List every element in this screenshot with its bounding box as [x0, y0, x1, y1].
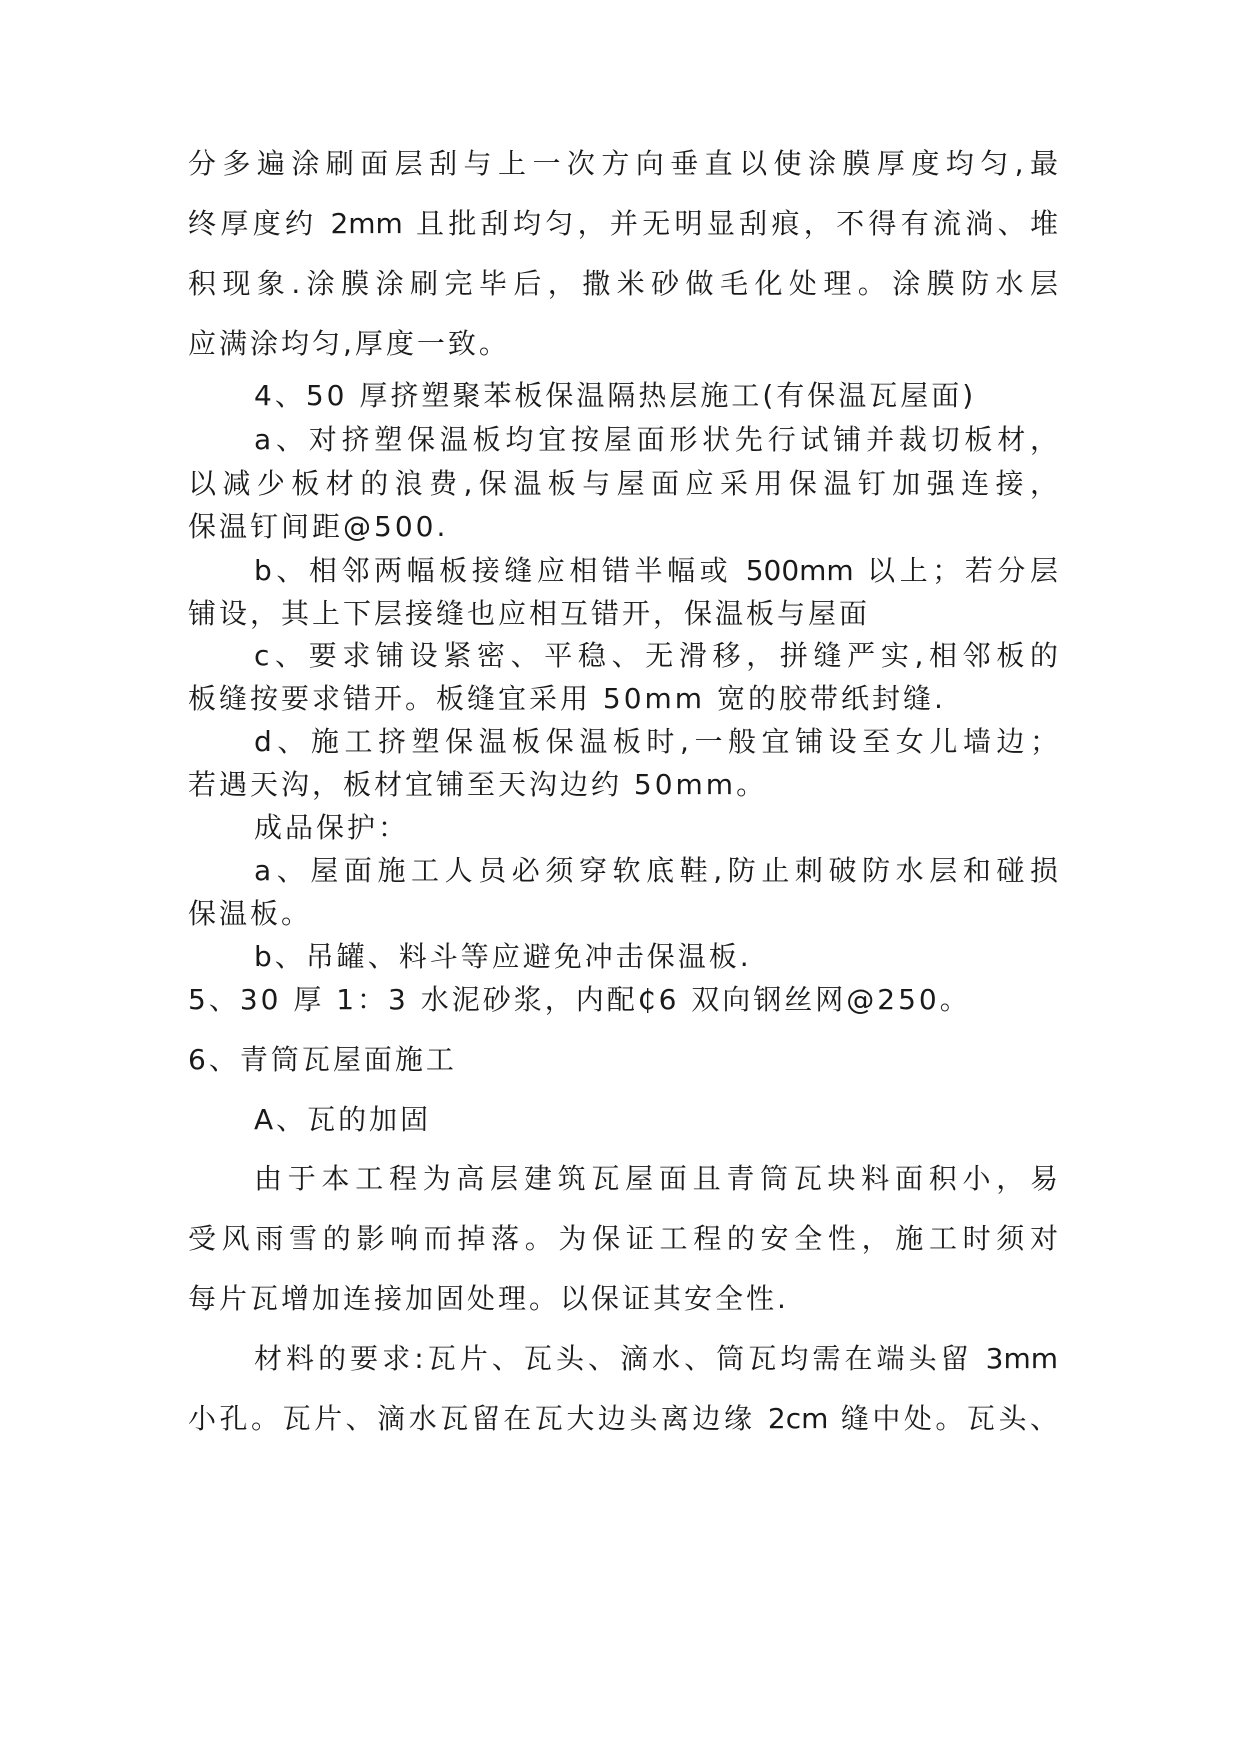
section-heading: 5、30 厚 1：3 水泥砂浆，内配₵6 双向钢丝网@250。 — [188, 983, 971, 1016]
text-line: a、屋面施工人员必须穿软底鞋,防止刺破防水层和碰损 — [254, 854, 1058, 887]
text-line: 材料的要求:瓦片、瓦头、滴水、筒瓦均需在端头留 3mm — [254, 1342, 1058, 1375]
section-heading: 成品保护： — [254, 811, 410, 844]
text-line: 每片瓦增加连接加固处理。以保证其安全性. — [188, 1282, 789, 1315]
text-line: b、相邻两幅板接缝应相错半幅或 500mm 以上；若分层 — [254, 554, 1058, 587]
text-line: 板缝按要求错开。板缝宜采用 50mm 宽的胶带纸封缝. — [188, 682, 946, 715]
text-line: 分多遍涂刷面层刮与上一次方向垂直以使涂膜厚度均匀,最 — [188, 147, 1058, 180]
section-heading: A、瓦的加固 — [254, 1103, 432, 1136]
text-line: 积现象.涂膜涂刷完毕后，撒米砂做毛化处理。涂膜防水层 — [188, 267, 1058, 300]
text-line: a、对挤塑保温板均宜按屋面形状先行试铺并裁切板材， — [254, 423, 1058, 456]
section-heading: 6、青筒瓦屋面施工 — [188, 1043, 457, 1076]
text-line: 受风雨雪的影响而掉落。为保证工程的安全性，施工时须对 — [188, 1222, 1058, 1255]
text-line: 以减少板材的浪费,保温板与屋面应采用保温钉加强连接， — [188, 467, 1058, 500]
text-line: b、吊罐、料斗等应避免冲击保温板. — [254, 940, 752, 973]
text-line: 保温钉间距@500. — [188, 510, 449, 543]
text-line: 保温板。 — [188, 897, 313, 930]
section-heading: 4、50 厚挤塑聚苯板保温隔热层施工(有保温瓦屋面) — [254, 379, 977, 412]
text-line: d、施工挤塑保温板保温板时,一般宜铺设至女儿墙边； — [254, 725, 1058, 758]
text-line: c、要求铺设紧密、平稳、无滑移，拼缝严实,相邻板的 — [254, 639, 1058, 672]
text-line: 应满涂均匀,厚度一致。 — [188, 327, 510, 360]
text-line: 铺设，其上下层接缝也应相互错开，保温板与屋面 — [188, 597, 871, 630]
text-line: 若遇天沟，板材宜铺至天沟边约 50mm。 — [188, 768, 768, 801]
text-line: 终厚度约 2mm 且批刮均匀，并无明显刮痕，不得有流淌、堆 — [188, 207, 1058, 240]
text-line: 小孔。瓦片、滴水瓦留在瓦大边头离边缘 2cm 缝中处。瓦头、 — [188, 1402, 1058, 1435]
text-line: 由于本工程为高层建筑瓦屋面且青筒瓦块料面积小，易 — [254, 1162, 1058, 1195]
